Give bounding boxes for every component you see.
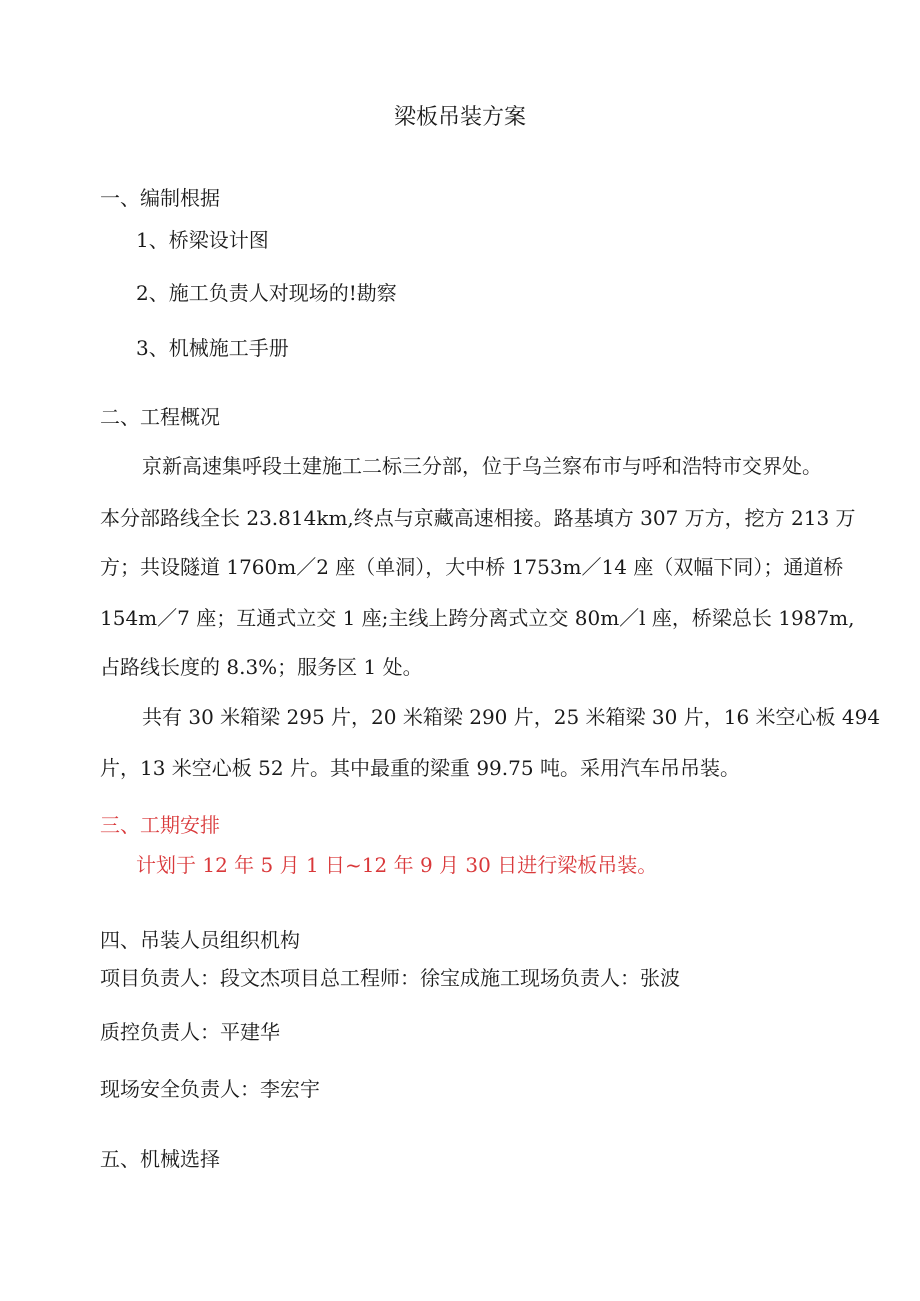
overview-line: 京新高速集呼段土建施工二标三分部，位于乌兰察布市与呼和浩特市交界处。 [142, 454, 822, 478]
overview-line: 方；共设隧道 1760m／2 座（单洞），大中桥 1753m／14 座（双幅下同）；通道桥 [100, 555, 844, 579]
basis-item: 3、机械施工手册 [136, 336, 289, 360]
section-heading-machinery: 五、机械选择 [100, 1147, 220, 1171]
overview-line: 占路线长度的 8.3%；服务区 1 处。 [100, 655, 423, 679]
beams-line: 共有 30 米箱梁 295 片，20 米箱梁 290 片，25 米箱梁 30 片，16 米空心板 494 [142, 705, 881, 729]
beams-line: 片，13 米空心板 52 片。其中最重的梁重 99.75 吨。采用汽车吊吊装。 [100, 756, 740, 780]
section-heading-organization: 四、吊装人员组织机构 [100, 928, 300, 952]
schedule-text: 计划于 12 年 5 月 1 日~12 年 9 月 30 日进行梁板吊装。 [136, 853, 658, 877]
section-heading-basis: 一、编制根据 [100, 186, 220, 210]
overview-line: 本分部路线全长 23.814km,终点与京藏高速相接。路基填方 307 万方，挖方 213 万 [100, 506, 856, 530]
basis-item: 2、施工负责人对现场的!勘察 [136, 281, 397, 305]
personnel-line: 现场安全负责人：李宏宇 [100, 1077, 320, 1101]
document-title: 梁板吊装方案 [393, 105, 526, 130]
section-heading-schedule: 三、工期安排 [100, 813, 220, 837]
basis-item: 1、桥梁设计图 [136, 228, 269, 252]
personnel-line: 质控负责人：平建华 [100, 1020, 280, 1044]
section-heading-overview: 二、工程概况 [100, 405, 220, 429]
personnel-line: 项目负责人：段文杰项目总工程师：徐宝成施工现场负责人：张波 [100, 966, 680, 990]
overview-line: 154m／7 座；互通式立交 1 座;主线上跨分离式立交 80m／l 座，桥梁总长 1987m, [100, 606, 855, 630]
